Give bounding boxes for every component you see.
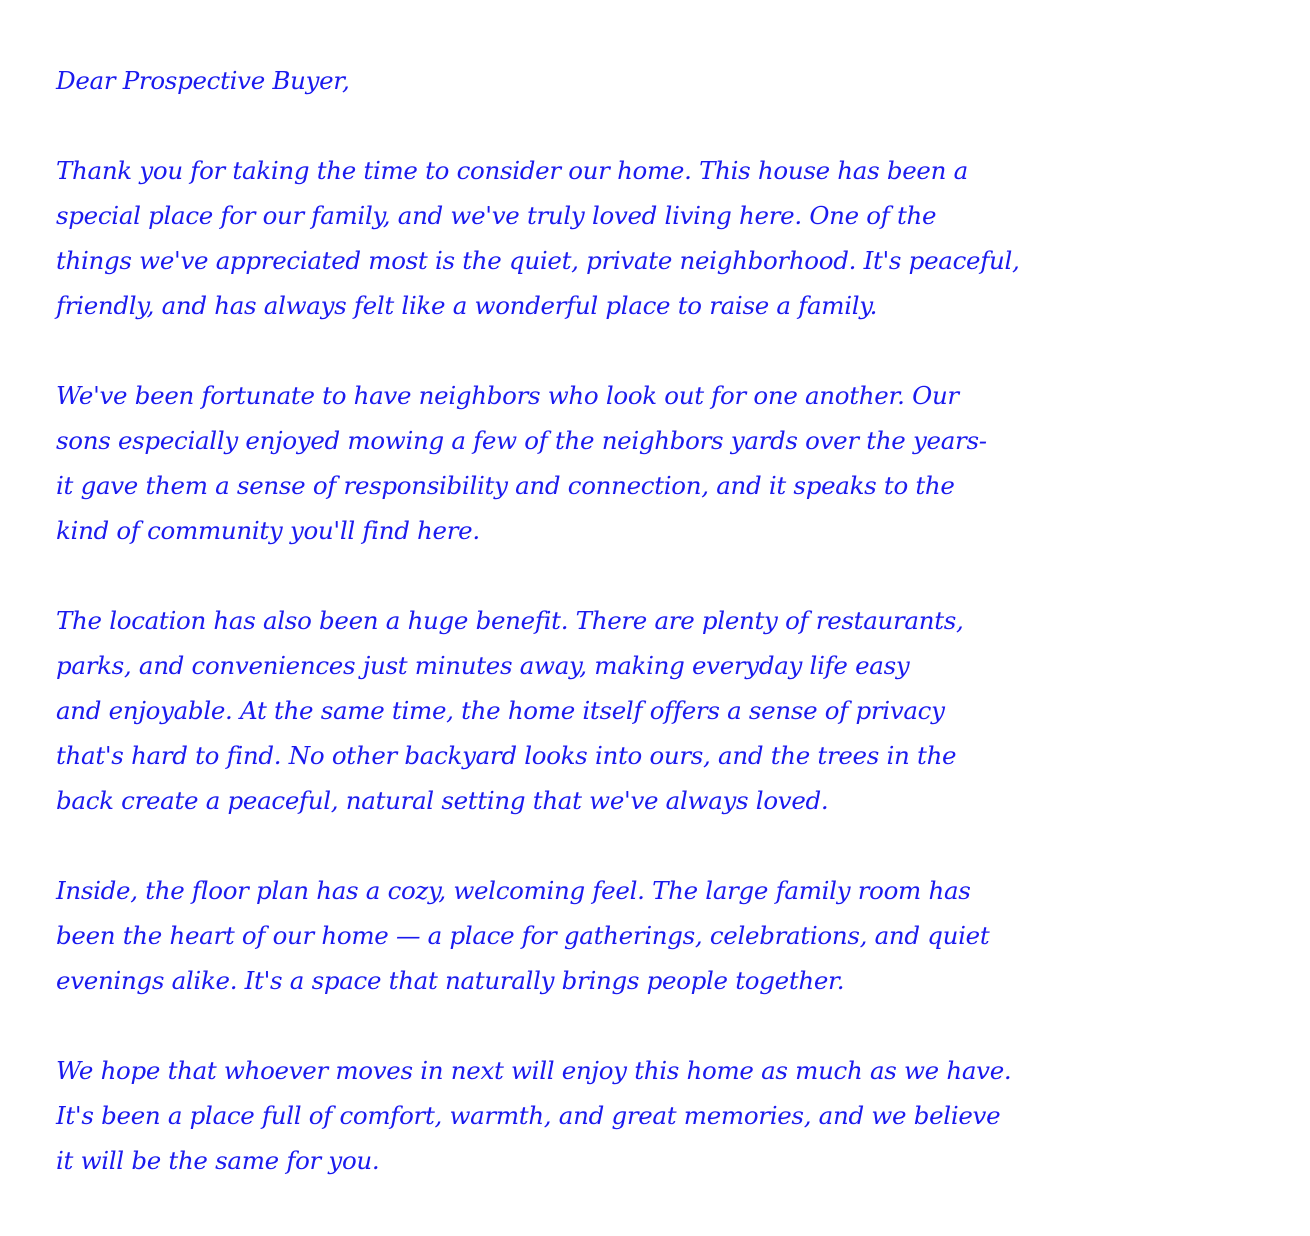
paragraph-line: We hope that whoever moves in next will enjoy this home as much as we have. [56,1056,1012,1085]
paragraph-gap [56,823,1256,868]
salutation: Dear Prospective Buyer, [56,66,350,95]
paragraph-line: it will be the same for you. [56,1146,380,1175]
paragraph-location [56,598,1256,823]
paragraph-line: It's been a place full of comfort, warmth, and great memories, and we believe [56,1101,1001,1130]
paragraph-line: friendly, and has always felt like a wonderful place to raise a family. [56,291,878,320]
paragraph-neighbors [56,373,1256,553]
paragraph-line: evenings alike. It's a space that naturally brings people together. [56,966,845,995]
paragraph-line: been the heart of our home — a place for gatherings, celebrations, and quiet [56,921,990,950]
paragraph-line: it gave them a sense of responsibility and connection, and it speaks to the [56,471,955,500]
paragraph-gap [56,553,1256,598]
paragraph-line: kind of community you'll find here. [56,516,480,545]
paragraph-line: things we've appreciated most is the quiet, private neighborhood. It's peaceful, [56,246,1020,275]
paragraph-line: and enjoyable. At the same time, the home itself offers a sense of privacy [56,696,945,725]
paragraph-line: that's hard to find. No other backyard looks into ours, and the trees in the [56,741,957,770]
paragraph-gap [56,1003,1256,1048]
paragraph-line: Inside, the floor plan has a cozy, welcoming feel. The large family room has [56,876,971,905]
paragraph-line: The location has also been a huge benefit. There are plenty of restaurants, [56,606,964,635]
paragraph-line: special place for our family, and we've truly loved living here. One of the [56,201,937,230]
paragraph-gap [56,328,1256,373]
paragraph-line: We've been fortunate to have neighbors who look out for one another. Our [56,381,959,410]
paragraph-closing [56,1048,1256,1183]
letter-body [56,58,1256,1183]
paragraph-line: parks, and conveniences just minutes away, making everyday life easy [56,651,910,680]
paragraph-intro [56,148,1256,328]
paragraph-line: Thank you for taking the time to consider our home. This house has been a [56,156,968,185]
paragraph-line: sons especially enjoyed mowing a few of the neighbors yards over the years- [56,426,987,455]
paragraph-line: back create a peaceful, natural setting that we've always loved. [56,786,829,815]
paragraph-interior [56,868,1256,1003]
paragraph-gap [56,103,1256,148]
